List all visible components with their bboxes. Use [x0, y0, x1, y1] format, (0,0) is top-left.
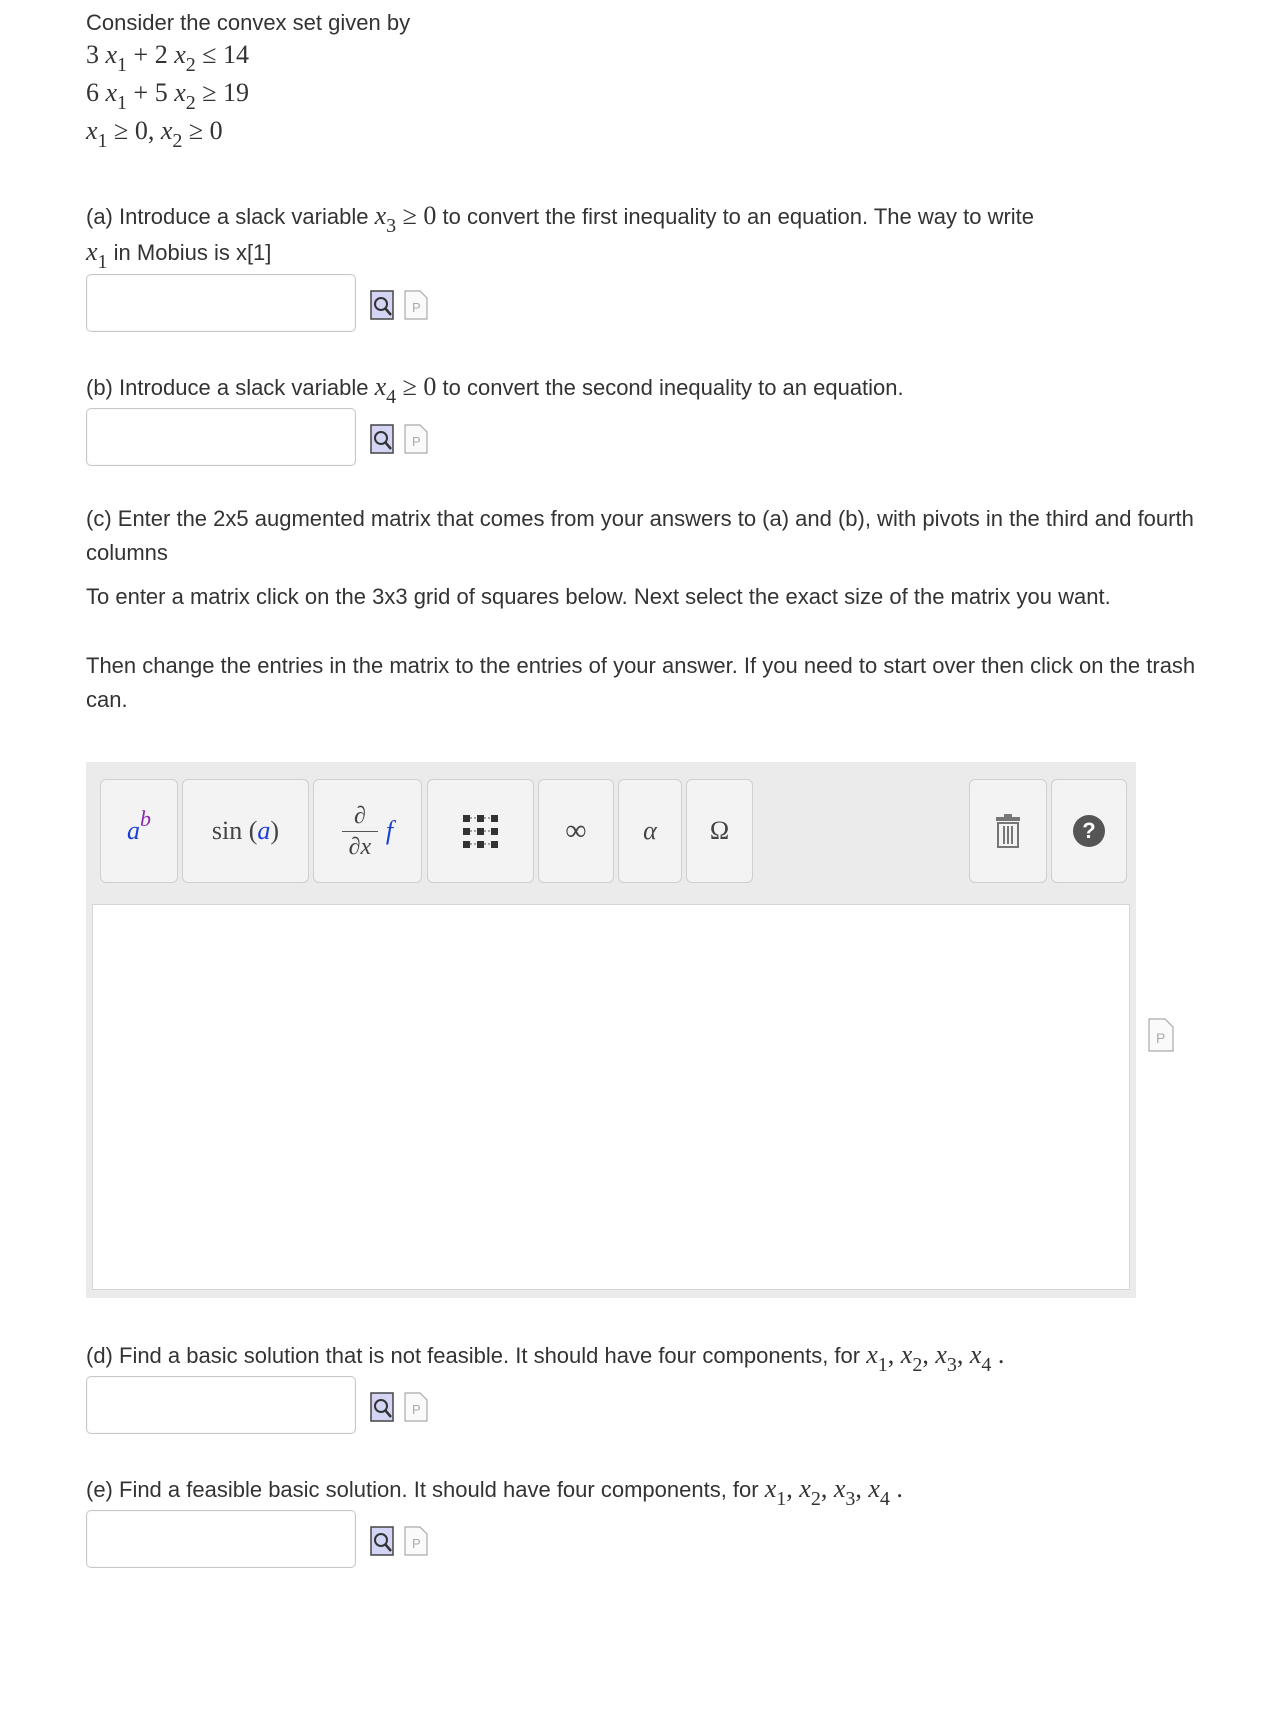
matrix-grid-icon — [461, 813, 501, 849]
preview-icon[interactable] — [370, 424, 394, 454]
svg-text:P: P — [412, 434, 421, 449]
trash-button[interactable] — [969, 779, 1047, 883]
part-c-question: (c) Enter the 2x5 augmented matrix that comes from your answers to (a) and (b), with pivots in the third and fourth columns — [86, 506, 1194, 565]
part-b-question: (b) Introduce a slack variable $x_4 \ge 0$ to convert the second inequality to an equation. — [86, 372, 904, 408]
part-c-instruction-2: Then change the entries in the matrix to the entries of your answer. If you need to start over then click on the trash can. — [86, 653, 1196, 712]
matrix-editor-area[interactable] — [92, 904, 1130, 1290]
help-button[interactable] — [1051, 779, 1127, 883]
plot-icon[interactable] — [404, 424, 428, 454]
part-b-answer-input[interactable] — [86, 408, 356, 466]
part-a-question: (a) Introduce a slack variable $x_3 \ge 0$ to convert the first inequality to an equation. The way to write — [86, 201, 1035, 237]
inequality-2: 6 $x_1 + 5$ $x_2 \ge 19$ — [86, 78, 250, 114]
part-a-answer-input[interactable] — [86, 274, 356, 332]
part-d-question: (d) Find a basic solution that is not feasible. It should have four components, for $x_1$, $x_2$, $x_3$, $x_4$ . — [86, 1340, 1005, 1376]
part-b-icons — [370, 424, 428, 454]
power-button[interactable]: a b — [100, 779, 178, 883]
plot-icon[interactable] — [1148, 1018, 1174, 1052]
svg-text:P: P — [412, 300, 421, 315]
plot-icon[interactable] — [404, 1392, 428, 1422]
inequality-1: 3 $x_1 + 2$ $x_2 \le 14$ — [86, 40, 250, 76]
plot-icon[interactable] — [404, 290, 428, 320]
alpha-button[interactable]: α — [618, 779, 682, 883]
part-e-icons — [370, 1526, 428, 1556]
part-a-question-cont: $x_1$ in Mobius is x[1] — [86, 237, 272, 273]
intro-text: Consider the convex set given by — [86, 10, 411, 35]
derivative-button[interactable]: ∂ ∂x f — [313, 779, 422, 883]
part-c-instruction-1: To enter a matrix click on the 3x3 grid of squares below. Next select the exact size of the matrix you want. — [86, 584, 1111, 609]
part-e-question: (e) Find a feasible basic solution. It should have four components, for $x_1$, $x_2$, $x_3$, $x_4$ . — [86, 1474, 903, 1510]
preview-icon[interactable] — [370, 290, 394, 320]
preview-icon[interactable] — [370, 1392, 394, 1422]
part-a-icons — [370, 290, 428, 320]
part-d-icons — [370, 1392, 428, 1422]
sin-button[interactable]: sin ( a ) — [182, 779, 309, 883]
help-icon: ? — [1073, 815, 1105, 847]
plot-icon[interactable] — [404, 1526, 428, 1556]
part-d-answer-input[interactable] — [86, 1376, 356, 1434]
svg-text:P: P — [412, 1402, 421, 1417]
svg-text:P: P — [1156, 1030, 1166, 1046]
omega-button[interactable]: Ω — [686, 779, 753, 883]
part-e-answer-input[interactable] — [86, 1510, 356, 1568]
matrix-button[interactable] — [427, 779, 534, 883]
infinity-button[interactable]: ∞ — [538, 779, 614, 883]
preview-icon[interactable] — [370, 1526, 394, 1556]
svg-text:P: P — [412, 1536, 421, 1551]
trash-icon — [994, 814, 1022, 848]
inequality-3: $x_1 \ge 0$, $x_2 \ge 0$ — [86, 116, 223, 152]
